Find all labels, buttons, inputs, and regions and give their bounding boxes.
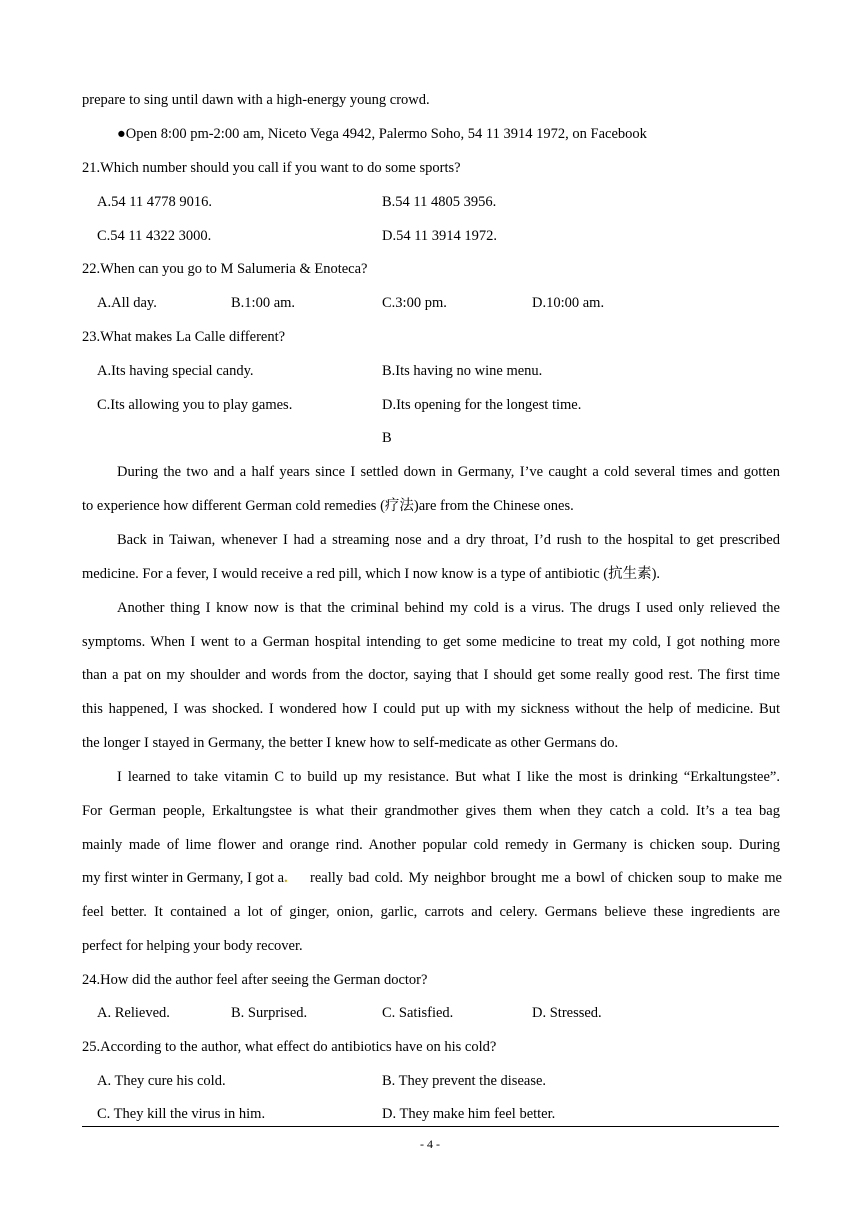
passage-line: I learned to take vitamin C to build up my resistance. But what I like the most is drinking “Erkaltungstee”. <box>117 769 780 785</box>
passage-line: this happened, I was shocked. I wondered how I could put up with my sickness without the help of medicine. But <box>82 701 780 717</box>
page-number: - 4 - <box>420 1137 440 1151</box>
option-a: A.54 11 4778 9016. <box>97 194 213 210</box>
passage-line: the longer I stayed in Germany, the better I knew how to self-medicate as other Germans do. <box>82 735 619 751</box>
passage-line: For German people, Erkaltungstee is what their grandmother gives them when they catch a cold. It’s a tea bag <box>82 803 780 819</box>
passage-line: Back in Taiwan, whenever I had a streaming nose and a dry throat, I’d rush to the hospital to get prescribed <box>117 532 780 548</box>
section-label: B <box>382 430 392 446</box>
passage-line: mainly made of lime flower and orange rind. Another popular cold remedy in Germany is chicken soup. During <box>82 837 780 853</box>
question-stem: 24.How did the author feel after seeing the German doctor? <box>82 972 428 988</box>
question-stem: 23.What makes La Calle different? <box>82 329 286 345</box>
option-d: D.Its opening for the longest time. <box>382 397 582 413</box>
option-d: D.10:00 am. <box>532 295 605 311</box>
option-c: C.54 11 4322 3000. <box>97 228 212 244</box>
text-line: ●Open 8:00 pm-2:00 am, Niceto Vega 4942, Palermo Soho, 54 11 3914 1972, on Facebook <box>117 126 647 142</box>
option-a: A.Its having special candy. <box>97 363 254 379</box>
option-c: C.3:00 pm. <box>382 295 447 311</box>
option-c: C.Its allowing you to play games. <box>97 397 293 413</box>
option-a: A. They cure his cold. <box>97 1073 226 1089</box>
option-b: B.Its having no wine menu. <box>382 363 543 379</box>
passage-line: perfect for helping your body recover. <box>82 938 303 954</box>
passage-line: symptoms. When I went to a German hospital intending to get some medicine to treat my cold, I got nothing more <box>82 634 780 650</box>
text-line: prepare to sing until dawn with a high-energy young crowd. <box>82 92 430 108</box>
passage-line: than a pat on my shoulder and words from the doctor, saying that I should get some really good rest. The first time <box>82 667 780 683</box>
passage-fragment: my first winter in Germany, I got a <box>82 870 285 886</box>
option-b: B.1:00 am. <box>231 295 296 311</box>
option-d: D.54 11 3914 1972. <box>382 228 498 244</box>
passage-line: Another thing I know now is that the criminal behind my cold is a virus. The drugs I used only relieved the <box>117 600 780 616</box>
question-stem: 21.Which number should you call if you want to do some sports? <box>82 160 461 176</box>
dot-mark: . <box>284 870 288 886</box>
passage-line: medicine. For a fever, I would receive a red pill, which I now know is a type of antibiotic (抗生素). <box>82 566 661 582</box>
passage-fragment: really bad cold. My neighbor brought me a bowl of chicken soup to make me <box>310 870 782 886</box>
option-d: D. They make him feel better. <box>382 1106 556 1122</box>
option-b: B. Surprised. <box>231 1005 308 1021</box>
option-c: C. They kill the virus in him. <box>97 1106 266 1122</box>
passage-line: feel better. It contained a lot of ginger, onion, garlic, carrots and celery. Germans believe these ingredients are <box>82 904 780 920</box>
option-c: C. Satisfied. <box>382 1005 454 1021</box>
question-stem: 25.According to the author, what effect do antibiotics have on his cold? <box>82 1039 497 1055</box>
option-a: A.All day. <box>97 295 157 311</box>
option-a: A. Relieved. <box>97 1005 170 1021</box>
option-d: D. Stressed. <box>532 1005 602 1021</box>
question-stem: 22.When can you go to M Salumeria & Enoteca? <box>82 261 368 277</box>
passage-line: to experience how different German cold remedies (疗法)are from the Chinese ones. <box>82 498 574 514</box>
passage-line <box>82 868 288 888</box>
option-b: B. They prevent the disease. <box>382 1073 547 1089</box>
option-b: B.54 11 4805 3956. <box>382 194 497 210</box>
footer-rule <box>82 1126 779 1127</box>
passage-line: During the two and a half years since I settled down in Germany, I’ve caught a cold several times and gotten <box>117 464 780 480</box>
